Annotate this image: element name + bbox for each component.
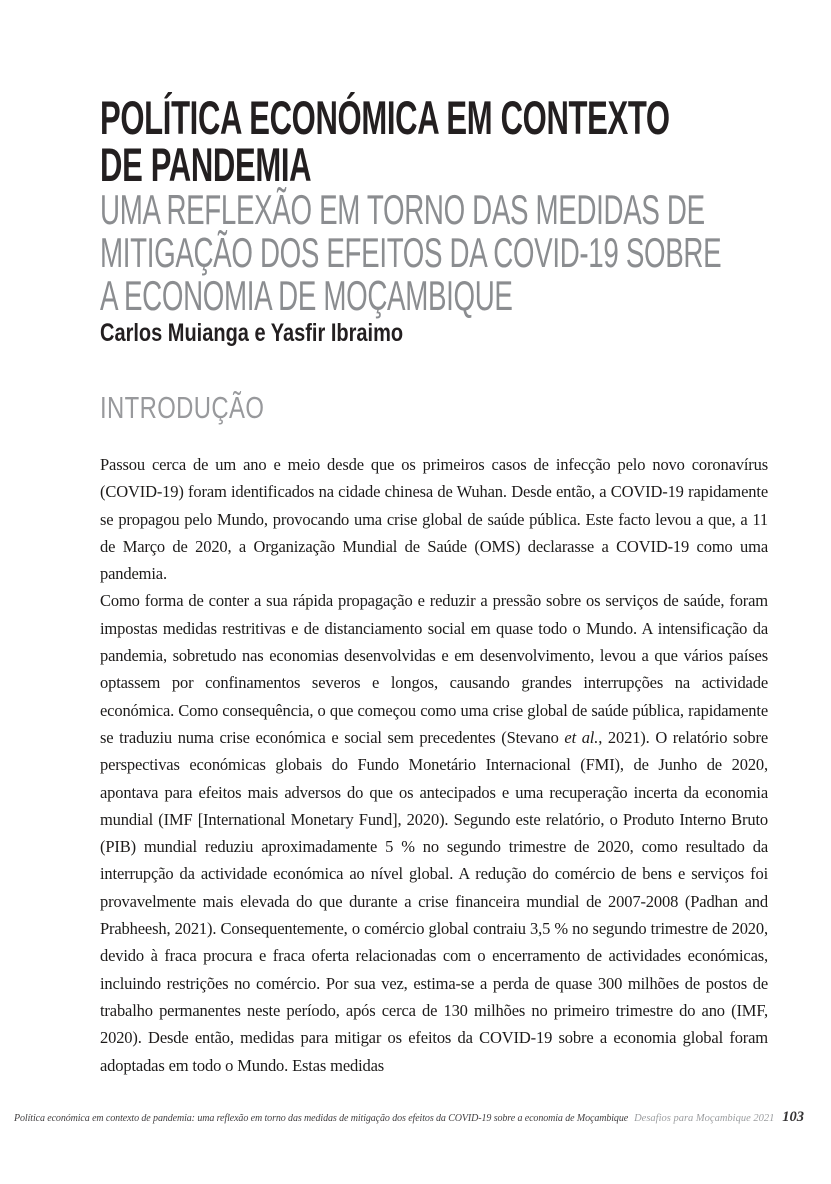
page-footer <box>14 1109 804 1126</box>
footer-chapter-title: Política económica em contexto de pandemia: uma reflexão em torno das medidas de mitigação dos efeitos da COVID-19 sobre a economia de Moçambique <box>14 1113 629 1124</box>
page-subtitle-line-3: A ECONOMIA DE MOÇAMBIQUE <box>100 272 513 319</box>
footer-publication-name: Desafios para Moçambique 2021 <box>634 1113 775 1124</box>
paragraph-2-et-al: et al. <box>564 727 599 747</box>
paragraph-2-text-b: , 2021). O relatório sobre perspectivas económicas globais do Fundo Monetário Internacional (FMI), de Junho de 2020, apontava para efeitos mais adversos do que os antecipados e uma recuperação incerta da economia mundial (IMF [International Monetary Fund], 2020). Segundo este relatório, o Produto Interno Bruto (PIB) mundial reduziu aproximadamente 5 % no segundo trimestre de 2020, como resultado da interrupção da actividade económica ao nível global. A redução do comércio de bens e serviços foi provavelmente mais elevada do que durante a crise financeira mundial de 2007-2008 (Padhan and Prabheesh, 2021). Consequentemente, o comércio global contraiu 3,5 % no segundo trimestre de 2020, devido à fraca procura e fraca oferta relacionadas com o encerramento de actividades económicas, incluindo restrições no comércio. Por sua vez, estima-se a perda de quase 300 milhões de postos de trabalho permanentes neste período, após cerca de 130 milhões no primeiro trimestre do ano (IMF, 2020). Desde então, medidas para mitigar os efeitos da COVID-19 sobre a economia global foram adoptadas em todo o Mundo. Estas medidas <box>100 727 768 1075</box>
section-heading-introducao: INTRODUÇÃO <box>100 390 265 425</box>
paragraph-2 <box>100 587 768 1078</box>
paragraph-1: Passou cerca de um ano e meio desde que os primeiros casos de infecção pelo novo coronavírus (COVID-19) foram identificados na cidade chinesa de Wuhan. Desde então, a COVID-19 rapidamente se propagou pelo Mundo, provocando uma crise global de saúde pública. Este facto levou a que, a 11 de Março de 2020, a Organização Mundial de Saúde (OMS) declarasse a COVID-19 como uma pandemia. <box>100 455 768 584</box>
page-subtitle-line-1: UMA REFLEXÃO EM TORNO DAS MEDIDAS DE <box>100 186 705 233</box>
authors-line: Carlos Muianga e Yasfir Ibraimo <box>100 319 404 347</box>
page-title <box>100 91 831 191</box>
body-text <box>100 451 768 1107</box>
footer-running-title <box>14 1113 775 1124</box>
page-subtitle <box>100 188 831 317</box>
page-title-line-1: POLÍTICA ECONÓMICA EM CONTEXTO <box>100 91 670 144</box>
page-subtitle-line-2: MITIGAÇÃO DOS EFEITOS DA COVID-19 SOBRE <box>100 229 722 276</box>
paragraph-2-text-a: Como forma de conter a sua rápida propagação e reduzir a pressão sobre os serviços de saúde, foram impostas medidas restritivas e de distanciamento social em quase todo o Mundo. A intensificação da pandemia, sobretudo nas economias desenvolvidas e em desenvolvimento, levou a que vários países optassem por confinamentos severos e longos, causando grandes interrupções na actividade económica. Como consequência, o que começou como uma crise global de saúde pública, rapidamente se traduziu numa crise económica e social sem precedentes (Stevano <box>100 591 768 747</box>
footer-page-number: 103 <box>782 1109 804 1125</box>
page-title-line-2: DE PANDEMIA <box>100 138 312 191</box>
